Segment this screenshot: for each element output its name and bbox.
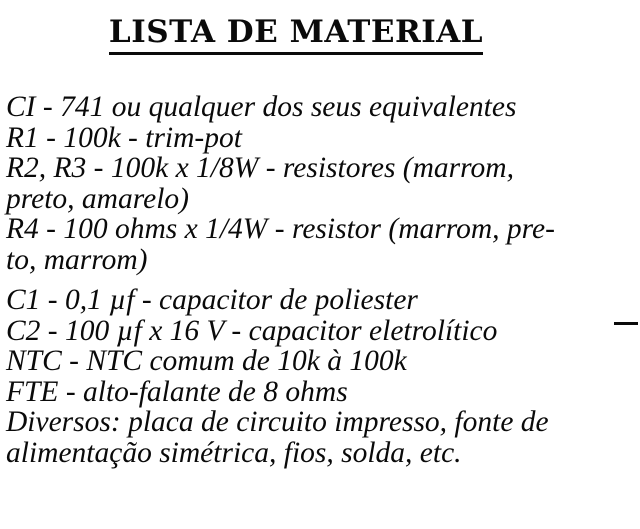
list-line-c2: C2 - 100 µf x 16 V - capacitor eletrolítico xyxy=(6,314,498,347)
page-title-text: LISTA DE MATERIAL xyxy=(109,14,483,55)
list-line-r2-r3-cont: preto, amarelo) xyxy=(6,182,189,215)
margin-dash-mark xyxy=(614,322,638,325)
list-line-r2-r3: R2, R3 - 100k x 1/8W - resistores (marrom, xyxy=(6,152,514,184)
list-line-diversos-cont: alimentação simétrica, fios, solda, etc. xyxy=(6,436,462,469)
list-line-diversos: Diversos: placa de circuito impresso, fonte de xyxy=(6,406,549,438)
list-line-r4-cont: to, marrom) xyxy=(6,243,148,276)
material-list xyxy=(6,92,636,468)
list-line-r4: R4 - 100 ohms x 1/4W - resistor (marrom, pre- xyxy=(6,213,555,245)
page-title xyxy=(0,14,592,55)
list-line-fte: FTE - alto-falante de 8 ohms xyxy=(6,375,348,408)
list-line-r1: R1 - 100k - trim-pot xyxy=(6,121,242,154)
list-line-c1: C1 - 0,1 µf - capacitor de poliester xyxy=(6,284,418,316)
list-line-ntc: NTC - NTC comum de 10k à 100k xyxy=(6,345,407,377)
list-line-ci: CI - 741 ou qualquer dos seus equivalentes xyxy=(6,91,517,123)
